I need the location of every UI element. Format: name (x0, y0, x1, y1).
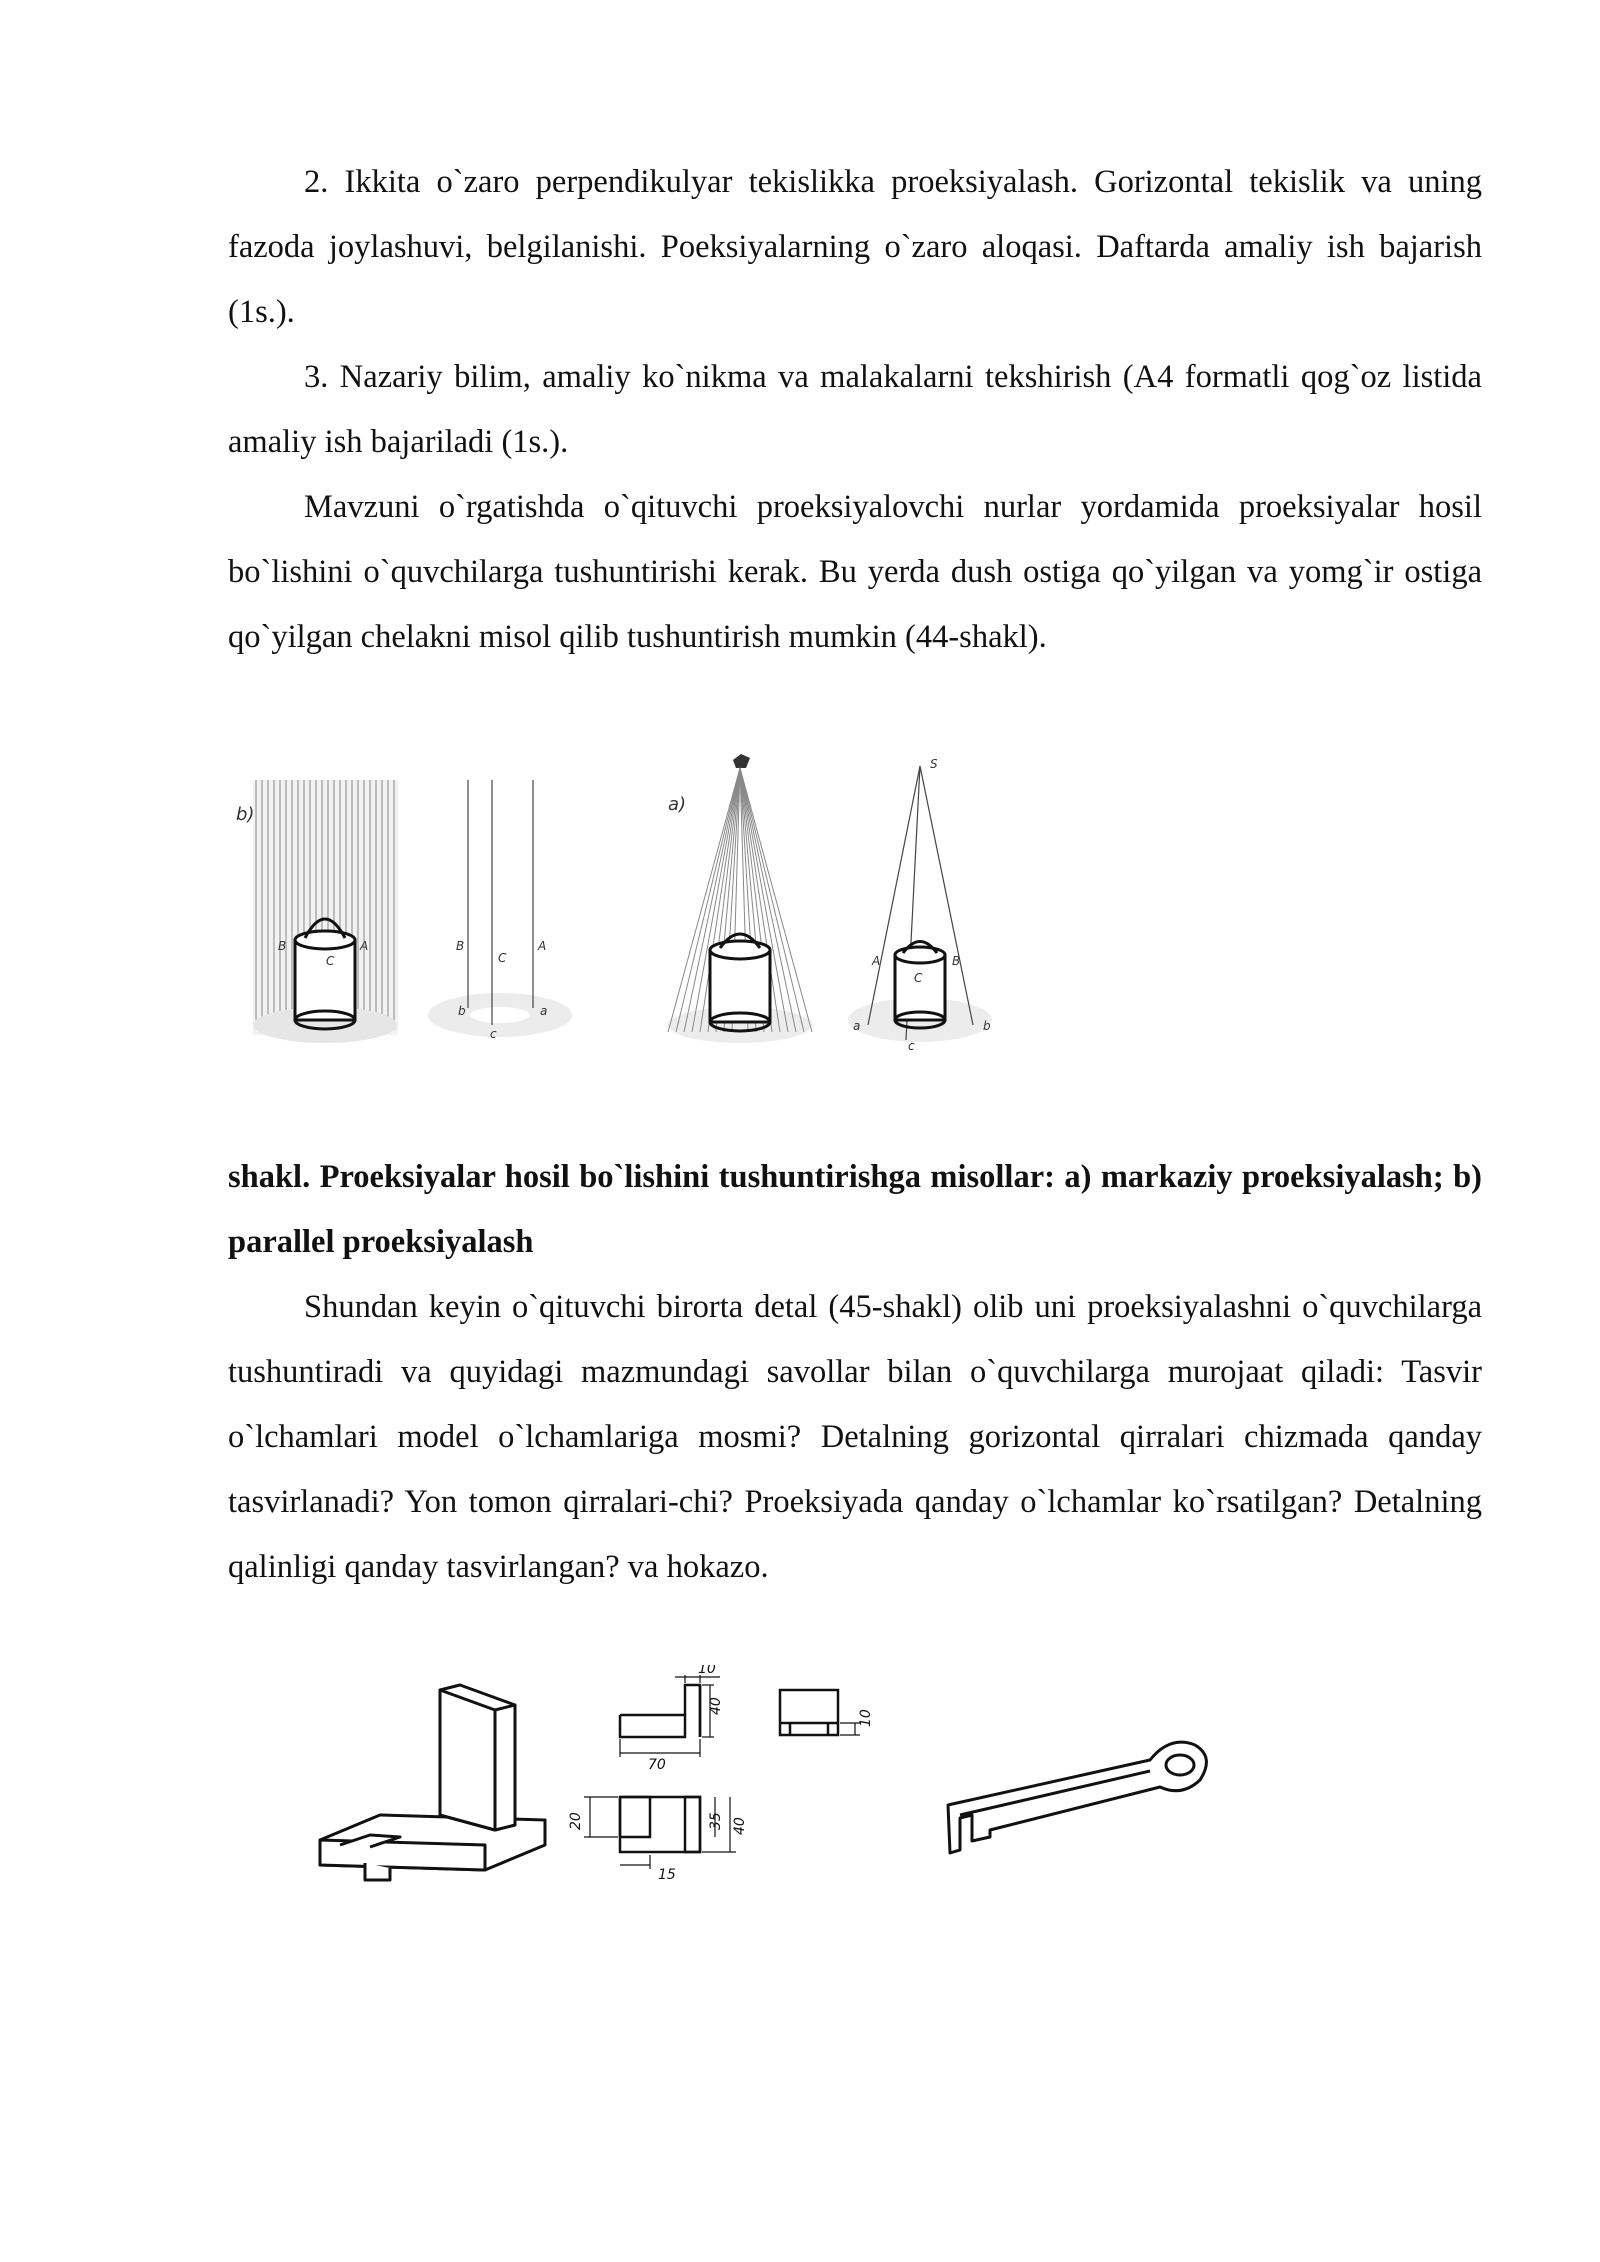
point-B-label: B (278, 939, 287, 953)
point-A-central-label: A (872, 954, 881, 968)
point-C-central-label: C (914, 971, 923, 985)
figure-44 (228, 740, 1028, 1060)
point-a-central-label: a (853, 1019, 861, 1033)
central-shower-panel (668, 754, 812, 1043)
label-b: b) (236, 804, 255, 825)
side-view (780, 1690, 874, 1735)
dim-10-top: 10 (698, 1665, 716, 1677)
isometric-detail (320, 1685, 545, 1880)
dim-10-side: 10 (858, 1709, 874, 1727)
front-view (620, 1665, 724, 1773)
wrench-detail (948, 1742, 1206, 1853)
body-text-top (228, 150, 1482, 670)
parallel-rain-panel (236, 780, 398, 1043)
point-c-central-label: c (908, 1039, 915, 1053)
dim-20: 20 (568, 1812, 584, 1830)
shower-head-icon (733, 754, 750, 768)
parallel-schematic-panel (428, 780, 572, 1041)
paragraph-intro: Mavzuni o`rgatishda o`qituvchi proeksiyalovchi nurlar yordamida proeksiyalar hosil bo`lishini o`quvchilarga tushuntirishi kerak. Bu yerda dush ostiga qo`yilgan va yomg`ir ostiga qo`yilgan chelakni misol qilib tushuntirish mumkin (44-shakl). (228, 489, 1482, 655)
point-B-central-label: B (952, 954, 961, 968)
figure-44-drawing (228, 740, 1028, 1060)
paragraph-item-2: 2. Ikkita o`zaro perpendikulyar tekislikka proeksiyalash. Gorizontal tekislik va uning fazoda joylashuvi, belgilanishi. Poeksiyalarning o`zaro aloqasi. Daftarda amaliy ish bajarish (1s.). (228, 164, 1482, 330)
body-text-bottom (228, 1275, 1482, 1600)
label-a: a) (668, 794, 687, 815)
central-schematic-panel (848, 757, 992, 1053)
dim-35: 35 (708, 1812, 724, 1830)
figure-45 (300, 1665, 1280, 1915)
figure-44-caption: shakl. Proeksiyalar hosil bo`lishini tushuntirishga misollar: a) markaziy proeksiyalash; b) parallel proeksiyalash (228, 1159, 1482, 1260)
figure-45-drawing (300, 1665, 1280, 1915)
point-b-schematic-label: b (458, 1004, 466, 1018)
point-a-schematic-label: a (540, 1004, 548, 1018)
dim-40-bottom: 40 (732, 1817, 748, 1835)
dim-70: 70 (648, 1757, 666, 1773)
label-S: S (930, 757, 938, 771)
point-C-label: C (326, 954, 335, 968)
point-B-schematic-label: B (456, 939, 465, 953)
point-c-schematic-label: c (490, 1027, 497, 1041)
point-C-schematic-label: C (498, 951, 507, 965)
point-A-schematic-label: A (538, 939, 547, 953)
top-view (568, 1797, 748, 1883)
point-b-central-label: b (983, 1019, 991, 1033)
point-A-label: A (360, 939, 369, 953)
paragraph-detail: Shundan keyin o`qituvchi birorta detal (45-shakl) olib uni proeksiyalashni o`quvchilarga tushuntiradi va quyidagi mazmundagi savollar bilan o`quvchilarga murojaat qiladi: Tasvir o`lchamlari model o`lchamlariga mosmi? Detalning gorizontal qirralari chizmada qanday tasvirlanadi? Yon tomon qirralari-chi? Proeksiyada qanday o`lchamlar ko`rsatilgan? Detalning qalinligi qanday tasvirlangan? va hokazo. (228, 1289, 1482, 1585)
paragraph-item-3: 3. Nazariy bilim, amaliy ko`nikma va malakalarni tekshirish (A4 formatli qog`oz listida amaliy ish bajariladi (1s.). (228, 359, 1482, 460)
dim-40-top: 40 (708, 1697, 724, 1715)
dim-15: 15 (658, 1867, 676, 1883)
